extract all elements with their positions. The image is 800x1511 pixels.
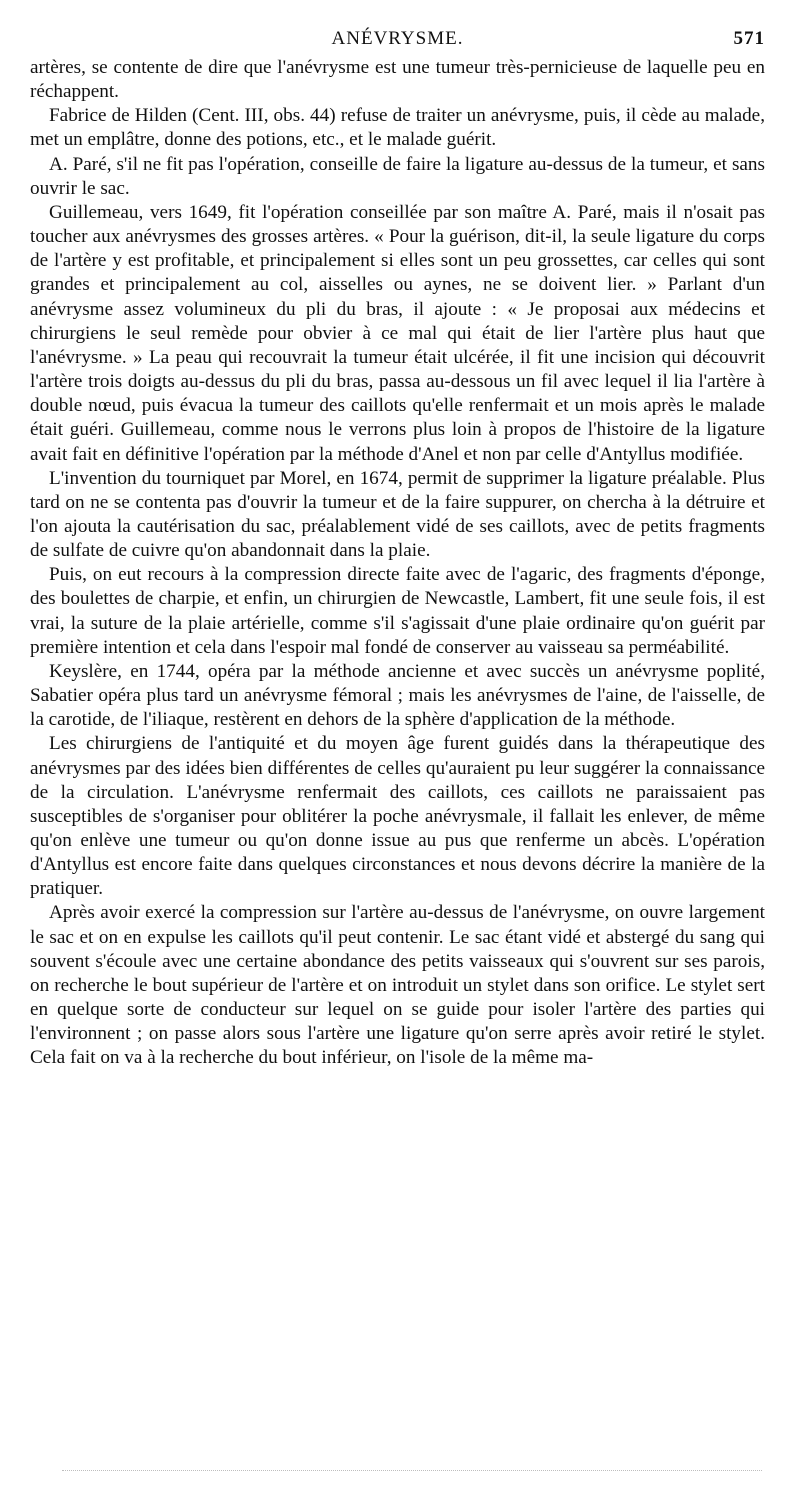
running-head — [30, 28, 765, 54]
paragraph-tourniquet-morel: L'invention du tourniquet par Morel, en 1674, permit de supprimer la ligature préalable. Plus tard on ne se contenta pas d'ouvrir la tumeur et de la faire suppurer, on chercha à la détruire et l'on ajouta la cautérisation du sac, préalablement vidé de ses caillots, avec de petits fragments de sulfate de cuivre qu'on abandonnait dans la plaie. — [30, 467, 765, 562]
paragraph-compression-directe: Puis, on eut recours à la compression directe faite avec de l'agaric, des fragments d'éponge, des boulettes de charpie, et enfin, un chirurgien de Newcastle, Lambert, fit une seule fois, il est vrai, la suture de la plaie artérielle, comme s'il s'agissait d'une plaie ordinaire qu'on guérit par première intention et cela dans l'espoir mal fondé de conserver au vaisseau sa perméabilité. — [30, 564, 765, 658]
running-title: ANÉVRYSME. — [331, 28, 464, 49]
paragraph-fabrice-de-hilden: Fabrice de Hilden (Cent. III, obs. 44) refuse de traiter un anévrysme, puis, il cède au malade, met un emplâtre, donne des potions, etc., et le malade guérit. — [30, 105, 765, 151]
paragraph-keyslere: Keyslère, en 1744, opéra par la méthode ancienne et avec succès un anévrysme poplité, Sabatier opéra plus tard un anévrysme fémoral ; mais les anévrysmes de l'aine, de l'aisselle, de la carotide, de l'iliaque, restèrent en dehors de la sphère d'application de la méthode. — [30, 660, 765, 731]
bottom-dotted-rule — [62, 1470, 762, 1471]
paragraph-continuation: artères, se contente de dire que l'anévrysme est une tumeur très-pernicieuse de laquelle peu en réchappent. — [30, 57, 765, 103]
paragraph-chirurgiens-antiquite: Les chirurgiens de l'antiquité et du moyen âge furent guidés dans la thérapeutique des anévrysmes par des idées bien différentes de celles qu'auraient pu leur suggérer la connaissance de la circulation. L'anévrysme renfermait des caillots, ces caillots ne paraissaient pas susceptibles de s'organiser pour oblitérer la poche anévrysmale, il fallait les enlever, de même qu'on enlève une tumeur ou qu'on donne issue au pus que renferme un abcès. L'opération d'Antyllus est encore faite dans quelques circonstances et nous devons décrire la manière de la pratiquer. — [30, 733, 765, 900]
paragraph-guillemeau: Guillemeau, vers 1649, fit l'opération conseillée par son maître A. Paré, mais il n'osait pas toucher aux anévrysmes des grosses artères. « Pour la guérison, dit-il, la seule ligature du corps de l'artère y est profitable, et principalement si elles sont un peu grossettes, car celles qui sont grandes et principalement au col, aisselles ou aynes, ne se doivent lier. » Parlant d'un anévrysme assez volumineux du pli du bras, il ajoute : « Je proposai aux médecins et chirurgiens le seul remède pour obvier à ce mal qui était de lier l'artère plus haut que l'anévrysme. » La peau qui recouvrait la tumeur était ulcérée, il fit une incision qui découvrit l'artère trois doigts au-dessus du pli du bras, passa au-dessous un fil avec lequel il lia l'artère à double nœud, puis évacua la tumeur des caillots qu'elle renfermait et un mois après le malade était guéri. Guillemeau, comme nous le verrons plus loin à propos de l'histoire de la ligature avait fait en définitive l'opération par la méthode d'Anel et non par celle d'Antyllus modifiée. — [30, 201, 765, 465]
body-text — [30, 56, 765, 1071]
paragraph-procedure: Après avoir exercé la compression sur l'artère au-dessus de l'anévrysme, on ouvre largement le sac et on en expulse les caillots qu'il peut contenir. Le sac étant vidé et abstergé du sang qui souvent s'écoule avec une certaine abondance des petits vaisseaux qui s'ouvrent sur ses parois, on recherche le bout supérieur de l'artère et on introduit un stylet dans son orifice. Le stylet sert en quelque sorte de conducteur sur lequel on se guide pour isoler l'artère des parties qui l'environnent ; on passe alors sous l'artère une ligature qu'on serre après avoir retiré le stylet. Cela fait on va à la recherche du bout inférieur, on l'isole de la même ma- — [30, 902, 765, 1069]
paragraph-pare: A. Paré, s'il ne fit pas l'opération, conseille de faire la ligature au-dessus de la tumeur, et sans ouvrir le sac. — [30, 153, 765, 199]
page-number: 571 — [733, 28, 765, 49]
book-page — [30, 28, 765, 1071]
